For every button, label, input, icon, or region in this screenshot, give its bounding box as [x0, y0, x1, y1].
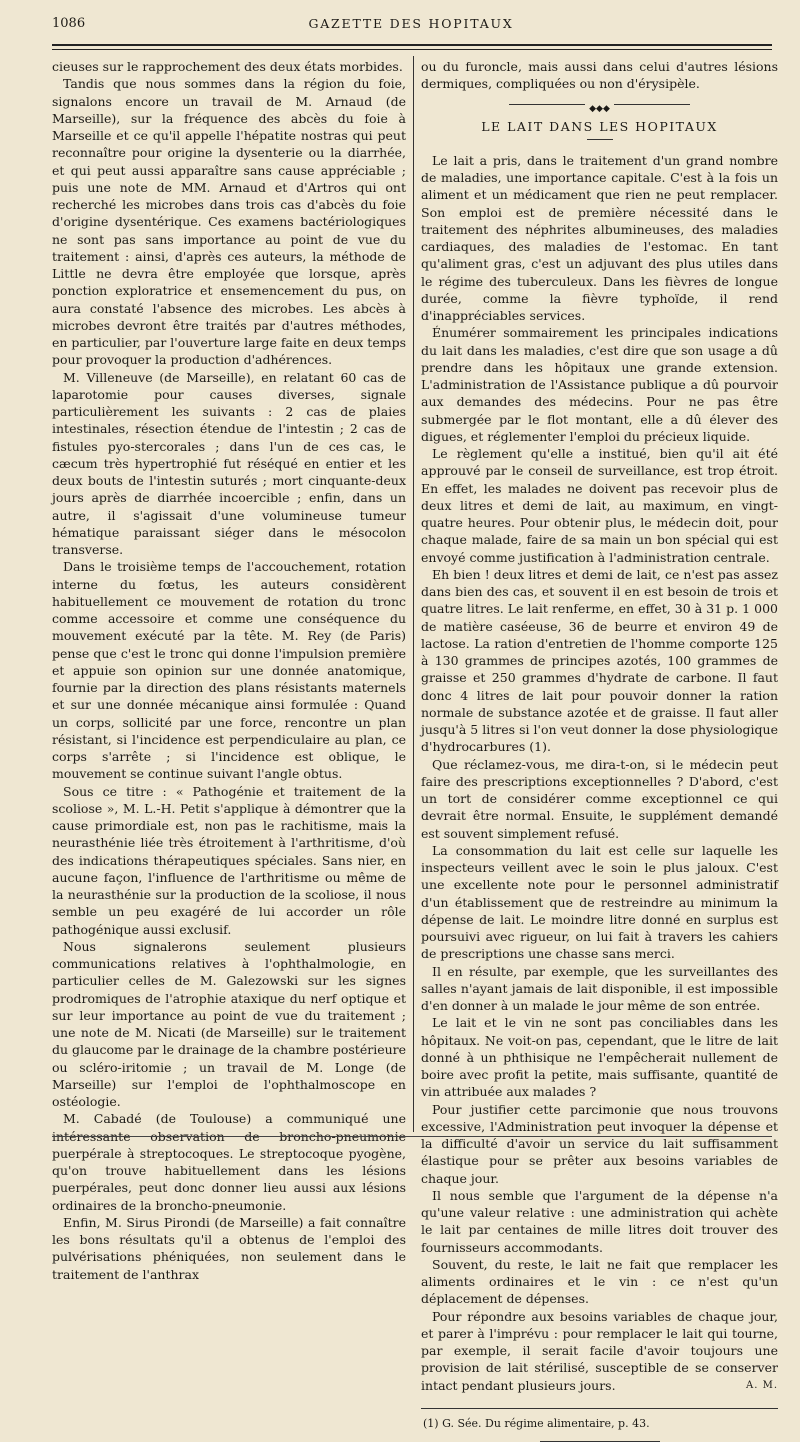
paragraph: La consommation du lait est celle sur laquelle les inspecteurs veillent avec le soin le plus jaloux. C'est une excellente note pour le personnel administratif d'un établissement que de restreindre au minimum la dépense de lait. Le moindre litre donné en surplus est poursuivi avec rigueur, on lui fait à travers les cahiers de prescriptions une chasse sans merci.: [421, 842, 778, 962]
paragraph: M. Villeneuve (de Marseille), en relatant 60 cas de laparotomie pour causes diverses, signale particulièrement les suivants : 2 cas de plaies intestinales, résection étendue de l'intestin ; 2 cas de fistules pyo-stercorales ; dans l'un de ces cas, le cæcum très hypertrophié fut réséqué en entier et les deux bouts de l'intestin suturés ; mort cinquante-deux jours après de diarrhée incoercible ; enfin, dans un autre, il s'agissait d'une volumineuse tumeur hématique paraissant siéger dans le mésocolon transverse.: [52, 369, 406, 557]
footnote-rule: [421, 1408, 778, 1409]
paragraph: Nous signalerons seulement plusieurs communications relatives à l'ophthalmologie, en particulier celles de M. Galezowski sur les signes prodromiques de l'atrophie ataxique du nerf optique et sur leur importance au point de vue du traitement ; une note de M. Nicati (de Marseille) sur le traitement du glaucome par le drainage de la chambre postérieure ou scléro-iritomie ; un travail de M. Longe (de Marseille) sur l'emploi de l'ophthalmoscope en ostéologie.: [52, 938, 407, 1109]
bottom-rule: [52, 1136, 772, 1137]
paragraph: M. Cabadé (de Toulouse) a communiqué une intéressante observation de broncho-pneumonie puerpérale à streptocoques. Le streptocoque pyogène, qu'on trouve habituellement dans les lésions puerpérales, peut donc donner lieu aussi aux lésions ordinaires de la broncho-pneumonie.: [52, 1111, 406, 1213]
paragraph: Le lait a pris, dans le traitement d'un grand nombre de maladies, une importance capitale. C'est à la fois un aliment et un médicament que rien ne peut remplacer. Son emploi est de première nécessité dans le traitement des néphrites albumineuses, des maladies cardiaques, des maladies de l'estomac. En tant qu'aliment gras, c'est un adjuvant des plus utiles dans le régime des tuberculeux. Dans les fièvres de longue durée, comme la fièvre typhoïde, il rend d'inappréciables services.: [421, 152, 778, 323]
paragraph-text: Pour répondre aux besoins variables de chaque jour, et parer à l'imprévu : pour remplacer le lait qui tourne, par exemple, il serait facile d'avoir toujours une provision de lait stérilisé, susceptible de se conserver intact pendant plusieurs jours.: [421, 1308, 778, 1393]
paragraph: Il nous semble que l'argument de la dépense n'a qu'une valeur relative : une administration qui achète le lait par centaines de mille litres doit trouver des fournisseurs accommodants.: [421, 1187, 778, 1255]
section-ornament: [421, 98, 778, 114]
paragraph-last: [421, 1308, 778, 1394]
paragraph: Souvent, du reste, le lait ne fait que remplacer les aliments ordinaires et le vin : ce n'est qu'un déplacement de dépenses.: [421, 1256, 778, 1307]
paragraph: Tandis que nous sommes dans la région du foie, signalons encore un travail de M. Arnaud (de Marseille), sur la fréquence des abcès du foie à Marseille et ce qu'il appelle l'hépatite nostras qui peut reconnaître pour origine la dysenterie ou la diarrhée, et qui peut aussi apparaître sans cause appréciable ; puis une note de MM. Arnaud et d'Artros qui ont recherché les microbes dans trois cas d'abcès du foie d'origine dysentérique. Ces examens bactériologiques ne sont pas sans importance au point de vue du traitement : ainsi, d'après ces auteurs, la méthode de Little ne devra être employée que lorsque, après ponction exploratrice et ensemencement du pus, on aura constaté l'absence des microbes. Les abcès à microbes devront être traités par d'autres méthodes, en particulier, par l'ouverture large faite en deux temps pour provoquer la production d'adhérences.: [52, 76, 406, 368]
section-title: LE LAIT DANS LES HOPITAUX: [481, 118, 718, 134]
title-rule: [587, 139, 613, 140]
footnote: (1) G. Sée. Du régime alimentaire, p. 43.: [423, 1416, 650, 1430]
paragraph: Eh bien ! deux litres et demi de lait, ce n'est pas assez dans bien des cas, et souvent il en est besoin de trois et quatre litres. Le lait renferme, en effet, 30 à 31 p. 1 000 de matière caséeuse, 36 de beurre et environ 49 de lactose. La ration d'entretien de l'homme comporte 125 à 130 grammes de principes azotés, 100 grammes de graisse et 250 grammes d'hydrate de carbone. Il faut donc 4 litres de lait pour pouvoir donner la ration normale de substance azotée et de graisse. Il faut aller jusqu'à 5 litres si l'on veut donner la dose physiologique d'hydrocarbures (1).: [421, 566, 778, 755]
journal-title: GAZETTE DES HOPITAUX: [308, 16, 514, 31]
paragraph: Sous ce titre : « Pathogénie et traitement de la scoliose », M. L.-H. Petit s'applique à démontrer que la cause primordiale est, non pas le rachitisme, mais la neurasthénie liée très étroitement à l'arthritisme, d'où des indications thérapeutiques spéciales. Sans nier, en aucune façon, l'influence de l'arthritisme ou même de la neurasthénie sur la production de la scoliose, il nous semble un peu exagéré de lui accorder un rôle pathogénique aussi exclusif.: [52, 783, 406, 937]
ornament-diamond-icon: ◆◆◆: [585, 103, 614, 115]
paragraph: Enfin, M. Sirus Pirondi (de Marseille) a fait connaître les bons résultats qu'il a obtenus de l'emploi des pulvérisations phéniquées, non seulement dans le traitement de l'anthrax: [52, 1214, 406, 1282]
header-rule-thick: [52, 44, 772, 46]
author-signature: A. M.: [746, 1379, 778, 1391]
page-number: 1086: [52, 16, 86, 31]
paragraph: cieuses sur le rapprochement des deux états morbides.: [52, 59, 403, 74]
paragraph: Il en résulte, par exemple, que les surveillantes des salles n'ayant jamais de lait disponible, il est impossible d'en donner à un malade le jour même de son entrée.: [421, 963, 778, 1013]
column-divider: [413, 56, 414, 1132]
paragraph: ou du furoncle, mais aussi dans celui d'autres lésions dermiques, compliquées ou non d'érysipèle.: [421, 59, 778, 92]
left-column: [52, 58, 406, 1283]
header-rule-thin: [52, 49, 772, 50]
right-column: [421, 58, 778, 1442]
paragraph: Le règlement qu'elle a institué, bien qu'il ait été approuvé par le conseil de surveillance, est trop étroit. En effet, les malades ne doivent pas recevoir plus de deux litres et demi de lait, au maximum, en vingt-quatre heures. Pour obtenir plus, le médecin doit, pour chaque malade, faire de sa main un bon spécial qui est envoyé comme justification à l'administration centrale.: [421, 446, 778, 565]
paragraph: Le lait et le vin ne sont pas conciliables dans les hôpitaux. Ne voit-on pas, cependant, que le litre de lait donné à un phthisique ne l'empêcherait nullement de boire avec profit la petite, mais suffisante, quantité de vin attribuée aux malades ?: [421, 1015, 778, 1100]
paragraph: Pour justifier cette parcimonie que nous trouvons excessive, l'Administration peut invoquer la dépense et la difficulté d'avoir un service du lait suffisamment élastique pour se prêter aux besoins variables de chaque jour.: [421, 1101, 778, 1186]
page-header: [52, 14, 770, 36]
paragraph: Énumérer sommairement les principales indications du lait dans les maladies, c'est dire que son usage a dû prendre dans les hôpitaux une grande extension. L'administration de l'Assistance publique a dû pourvoir aux demandes des médecins. Pour ne pas être submergée par le flot montant, elle a dû élever des digues, et réglementer l'emploi du précieux liquide.: [421, 325, 778, 444]
paragraph: Que réclamez-vous, me dira-t-on, si le médecin peut faire des prescriptions exceptionnelles ? D'abord, c'est un tort de considérer comme exceptionnel ce qui devrait être normal. Ensuite, le supplément demandé est souvent simplement refusé.: [421, 756, 778, 841]
paragraph: Dans le troisième temps de l'accouchement, rotation interne du fœtus, les auteurs considèrent habituellement ce mouvement de rotation du tronc comme accessoire et comme une conséquence du mouvement exécuté par la tête. M. Rey (de Paris) pense que c'est le tronc qui donne l'impulsion première et appuie son opinion sur une donnée anatomique, fournie par la direction des plans résistants maternels et sur une donnée mécanique ainsi formulée : Quand un corps, sollicité par une force, rencontre un plan résistant, si l'incidence est perpendiculaire au plan, ce corps s'arrête ; si l'incidence est oblique, le mouvement se continue suivant l'angle obtus.: [52, 559, 406, 782]
